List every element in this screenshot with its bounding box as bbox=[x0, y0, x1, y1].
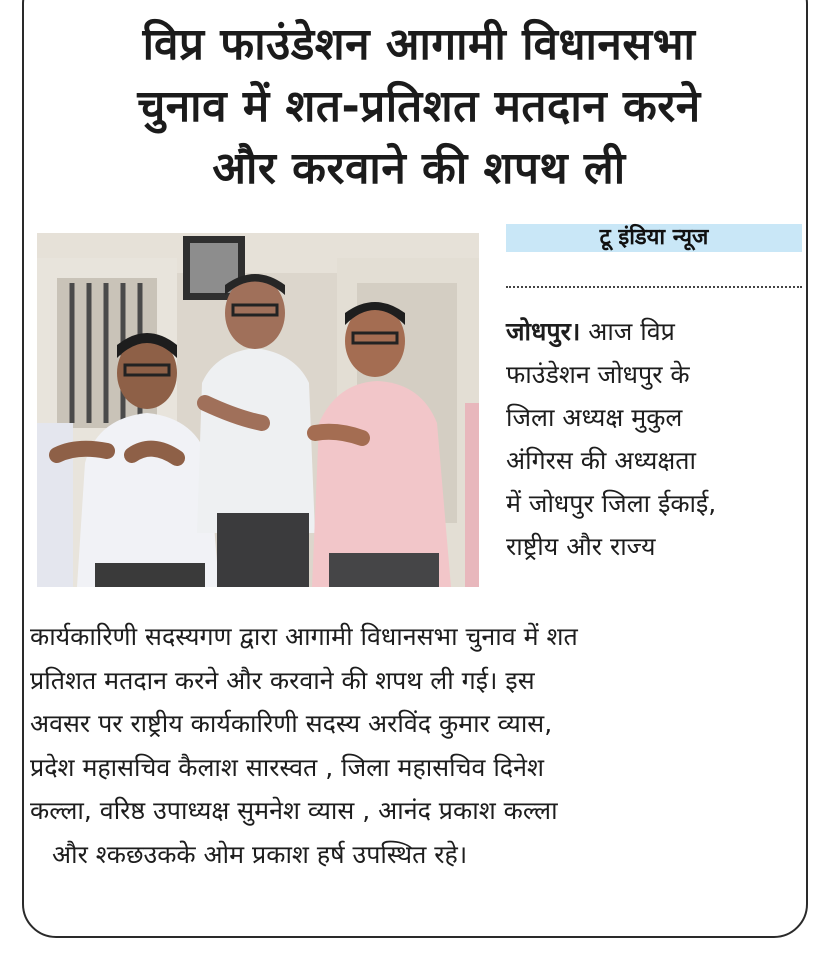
article-line: कल्ला, वरिष्ठ उपाध्यक्ष सुमनेश व्यास , आनंद प्रकाश कल्ला bbox=[30, 796, 558, 825]
dotted-divider bbox=[506, 286, 802, 288]
article-line bbox=[506, 310, 806, 353]
article-line: प्रदेश महासचिव कैलाश सारस्वत , जिला महासचिव दिनेश bbox=[30, 752, 544, 782]
article-line: अंगिरस की अध्यक्षता bbox=[506, 446, 696, 475]
headline-line-2: चुनाव में शत-प्रतिशत मतदान करने bbox=[137, 81, 701, 132]
headline-line-1: विप्र फाउंडेशन आगामी विधानसभा bbox=[142, 19, 696, 70]
article-wide-column bbox=[30, 615, 808, 876]
article-line: और श्कछउककेे ओम प्रकाश हर्ष उपस्थित रहे। bbox=[52, 839, 468, 869]
dateline: जोधपुर। bbox=[506, 317, 581, 346]
article-line: कार्यकारिणी सदस्यगण द्वारा आगामी विधानसभा चुनाव में शत bbox=[30, 622, 578, 651]
article-line: फाउंडेशन जोधपुर के bbox=[506, 360, 690, 389]
source-tag: टू इंडिया न्यूज bbox=[506, 224, 802, 252]
article-line: राष्ट्रीय और राज्य bbox=[506, 532, 656, 561]
article-side-column bbox=[506, 310, 806, 568]
article-line: प्रतिशत मतदान करने और करवाने की शपथ ली गई। इस bbox=[30, 665, 535, 695]
headline-line-3: और करवाने की शपथ ली bbox=[212, 143, 626, 194]
article-line-text: आज विप्र bbox=[580, 317, 675, 346]
article-line: अवसर पर राष्ट्रीय कार्यकारिणी सदस्य अरविंद कुमार व्यास, bbox=[30, 709, 553, 738]
article-line: जिला अध्यक्ष मुकुल bbox=[506, 403, 683, 432]
headline bbox=[30, 14, 808, 200]
article-line: में जोधपुर जिला ईकाई, bbox=[506, 489, 717, 518]
news-photo bbox=[37, 233, 479, 587]
photo-illustration bbox=[37, 233, 479, 587]
